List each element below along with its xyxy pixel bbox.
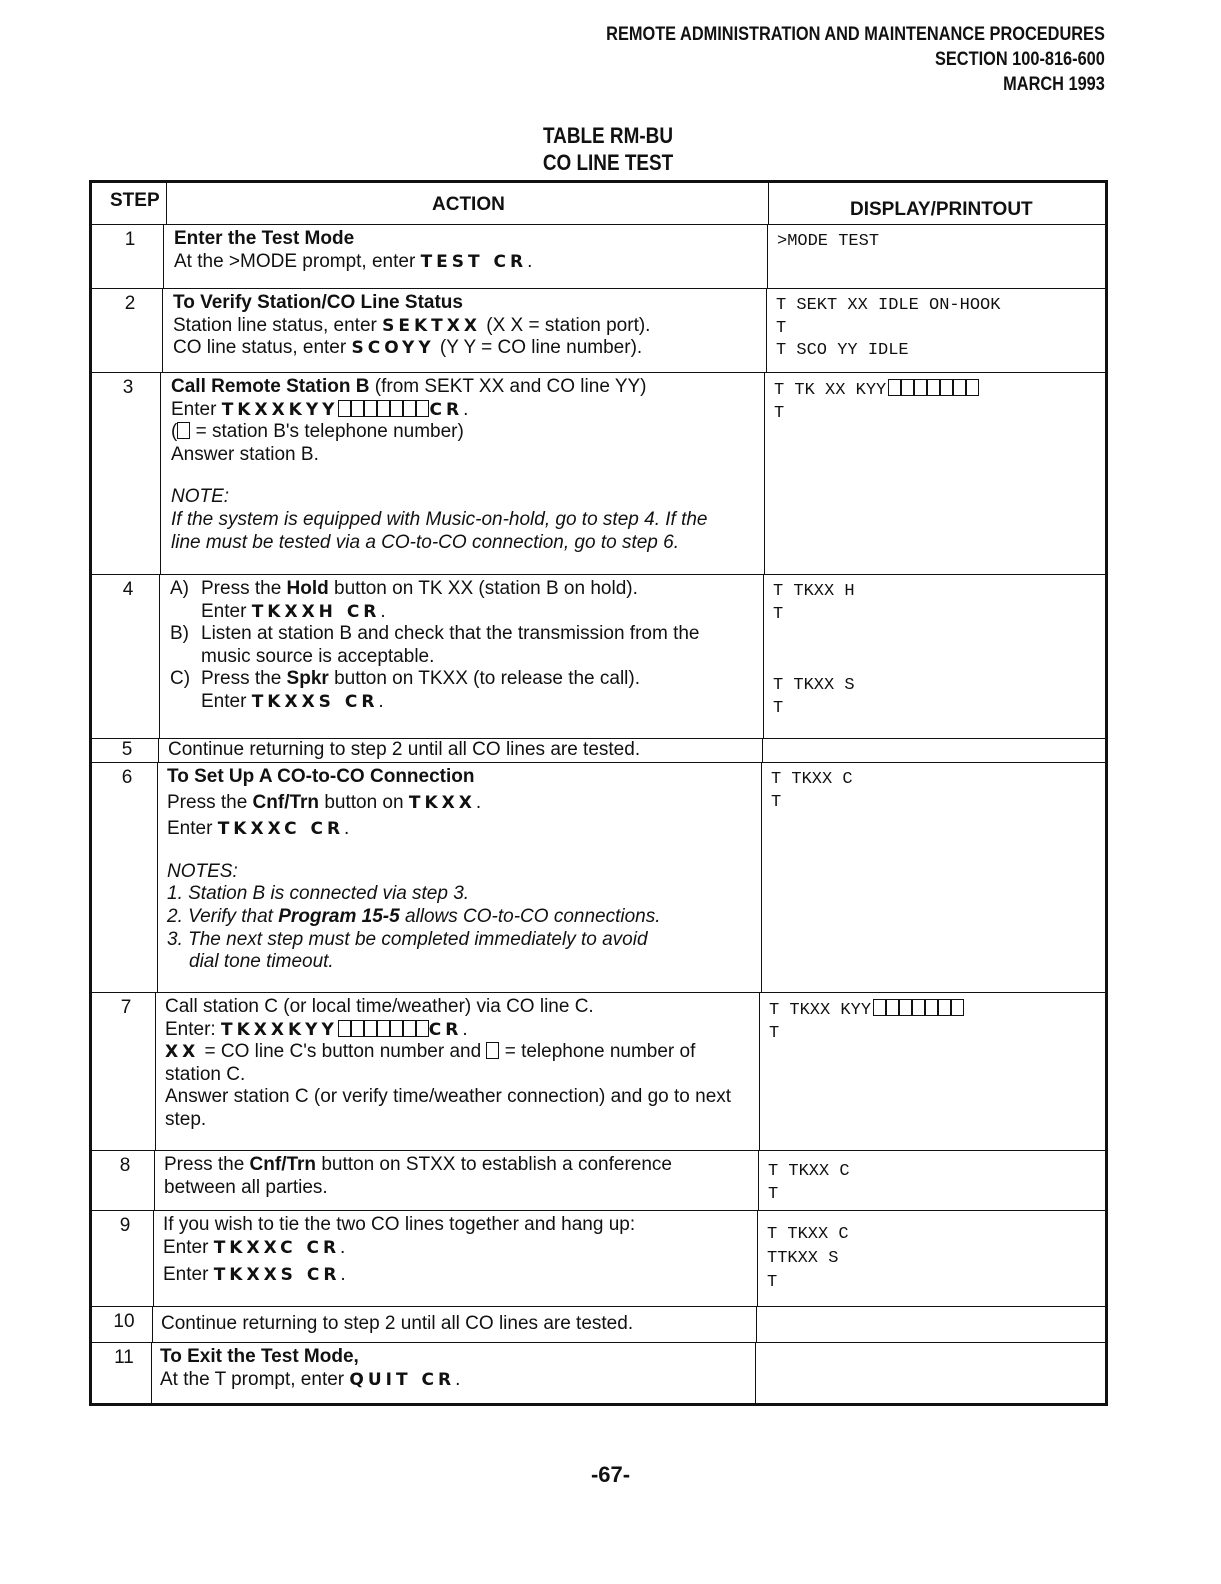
procedure-table (89, 180, 1108, 1406)
action-cell: Call Remote Station B (from SEKT XX and CO line YY) Enter TKXXKYY CR. ( = station B's telephone number) Answer station B. NOTE: If the system is equipped with Music-on-hold, go to step 4. If the line must be tested via a CO-to-CO connection, go to step 6. (171, 376, 756, 554)
table-row (92, 575, 1105, 739)
step-number: 11 (114, 1347, 134, 1368)
key-sequence: TKXXC CR (213, 1237, 341, 1258)
key-sequence: SEKTXX (382, 315, 481, 336)
key-sequence: TKXXKYY (221, 399, 339, 420)
key-sequence: TKXX (408, 792, 476, 813)
table-title-line1: TABLE RM-BU (543, 123, 673, 148)
step-number: 3 (122, 377, 134, 398)
key-sequence: TKXXC CR (217, 819, 345, 840)
step-number: 8 (119, 1155, 131, 1176)
action-cell: If you wish to tie the two CO lines together and hang up: Enter TKXXC CR. Enter TKXXS CR. (163, 1214, 636, 1286)
display-cell: T TKXX C T (768, 1162, 850, 1204)
spkr-key: Spkr (286, 668, 329, 690)
header-section: SECTION 100-816-600 (935, 49, 1105, 70)
header-title: REMOTE ADMINISTRATION AND MAINTENANCE PROCEDURES (606, 24, 1105, 45)
key-sequence: TKXXS CR (251, 691, 379, 712)
table-row (92, 1343, 1105, 1403)
step-number: 9 (119, 1215, 131, 1236)
step-number: 7 (120, 997, 132, 1018)
table-row (92, 289, 1105, 373)
note-item: 2. Verify that Program 15-5 allows CO-to-CO connections. (167, 905, 661, 927)
table-row (92, 763, 1105, 993)
phone-number-boxes (338, 399, 429, 422)
step-number: 4 (122, 579, 134, 600)
action-cell: To Exit the Test Mode, At the T prompt, enter QUIT CR. (160, 1346, 745, 1391)
step-title: Enter the Test Mode (174, 228, 355, 249)
table-header-row (92, 183, 1105, 225)
display-cell: T TKXX H T (773, 582, 855, 624)
note-text: If the system is equipped with Music-on-hold, go to step 4. If the line must be tested via a CO-to-CO connection, go to step 6. (171, 508, 708, 553)
cnf-trn-key: Cnf/Trn (249, 1154, 317, 1175)
column-header-display: DISPLAY/PRINTOUT (850, 199, 1033, 220)
note-item: 1. Station B is connected via step 3. (167, 883, 470, 905)
table-row (92, 993, 1105, 1151)
header-date: MARCH 1993 (1003, 74, 1105, 95)
step-number: 10 (113, 1311, 135, 1332)
notes-label: NOTES: (167, 860, 238, 882)
display-cell: T TKXX C T (771, 770, 853, 812)
phone-number-boxes (873, 999, 964, 1023)
action-cell: Continue returning to step 2 until all CO lines are tested. (168, 739, 641, 760)
action-cell: Continue returning to step 2 until all CO lines are tested. (161, 1313, 634, 1334)
column-header-step: STEP (110, 190, 160, 211)
hold-key: Hold (286, 578, 329, 599)
display-cell: T TKXX S T (773, 676, 855, 718)
note-label: NOTE: (171, 486, 230, 508)
page-number: -67- (590, 1462, 631, 1487)
step-title: Call Remote Station B (171, 376, 370, 397)
action-cell: To Verify Station/CO Line Status Station line status, enter SEKTXX (X X = station port). CO line status, enter SCOYY (Y Y = CO line number). (173, 292, 758, 360)
digit-box-icon (486, 1042, 499, 1059)
phone-number-boxes (338, 1019, 429, 1042)
action-cell: A) Press the Hold button on TK XX (station B on hold). Enter TKXXH CR. B) Listen at station B and check that the transmission from the music source is acceptable. C) Press the Spkr button on TKXX (to release the call). Enter TKXXS CR. (170, 578, 700, 712)
key-sequence: TKXXH CR (251, 601, 381, 622)
column-header-action: ACTION (432, 194, 505, 215)
step-title: To Exit the Test Mode, (160, 1346, 359, 1367)
step-title: To Set Up A CO-to-CO Connection (167, 766, 475, 787)
step-number: 2 (124, 293, 136, 314)
table-row (92, 1211, 1105, 1307)
step-number: 6 (121, 767, 133, 788)
table-row (92, 1151, 1105, 1211)
note-item: 3. The next step must be completed immediately to avoid (167, 928, 648, 950)
display-cell: T TK XX KYY T (774, 379, 979, 425)
display-cell: T TKXX C TTKXX S T (767, 1225, 849, 1292)
key-sequence: TEST CR (420, 251, 528, 272)
key-sequence: QUIT CR (349, 1369, 456, 1390)
step-title: To Verify Station/CO Line Status (173, 292, 463, 313)
key-sequence: SCOYY (351, 338, 435, 359)
table-row (92, 739, 1105, 763)
step-number: 1 (124, 229, 136, 250)
table-title-line2: CO LINE TEST (542, 150, 674, 175)
action-cell: To Set Up A CO-to-CO Connection Press the Cnf/Trn button on TKXX. Enter TKXXC CR. NOTES: 1. Station B is connected via step 3. 2. Verify that Program 15-5 allows CO-to-CO connections. 3. The next step must be completed immediately to avoid dial tone timeout. (167, 766, 752, 974)
table-row (92, 1307, 1105, 1343)
display-cell: >MODE TEST (777, 232, 880, 251)
step-number: 5 (121, 739, 133, 760)
table-row (92, 373, 1105, 575)
cnf-trn-key: Cnf/Trn (252, 791, 320, 813)
action-cell: Call station C (or local time/weather) via CO line C. Enter: TKXXKYY CR. XX = CO line C's button number and = telephone number of station C. Answer station C (or verify time/weather connection) and go to next step. (165, 996, 732, 1130)
key-sequence: TKXXS CR (213, 1265, 341, 1286)
action-cell: Press the Cnf/Trn button on STXX to establish a conference between all parties. (164, 1154, 672, 1198)
table-title (515, 122, 701, 176)
document-header (606, 22, 1105, 97)
table-row (92, 225, 1105, 289)
phone-number-boxes (888, 379, 979, 403)
key-sequence: TKXXKYY (220, 1019, 338, 1040)
action-cell: Enter the Test Mode At the >MODE prompt, enter TEST CR. (174, 228, 759, 273)
display-cell: T SEKT XX IDLE ON-HOOK T T SCO YY IDLE (776, 296, 1001, 361)
display-cell: T TKXX KYY T (769, 999, 964, 1045)
digit-box-icon (177, 422, 190, 439)
